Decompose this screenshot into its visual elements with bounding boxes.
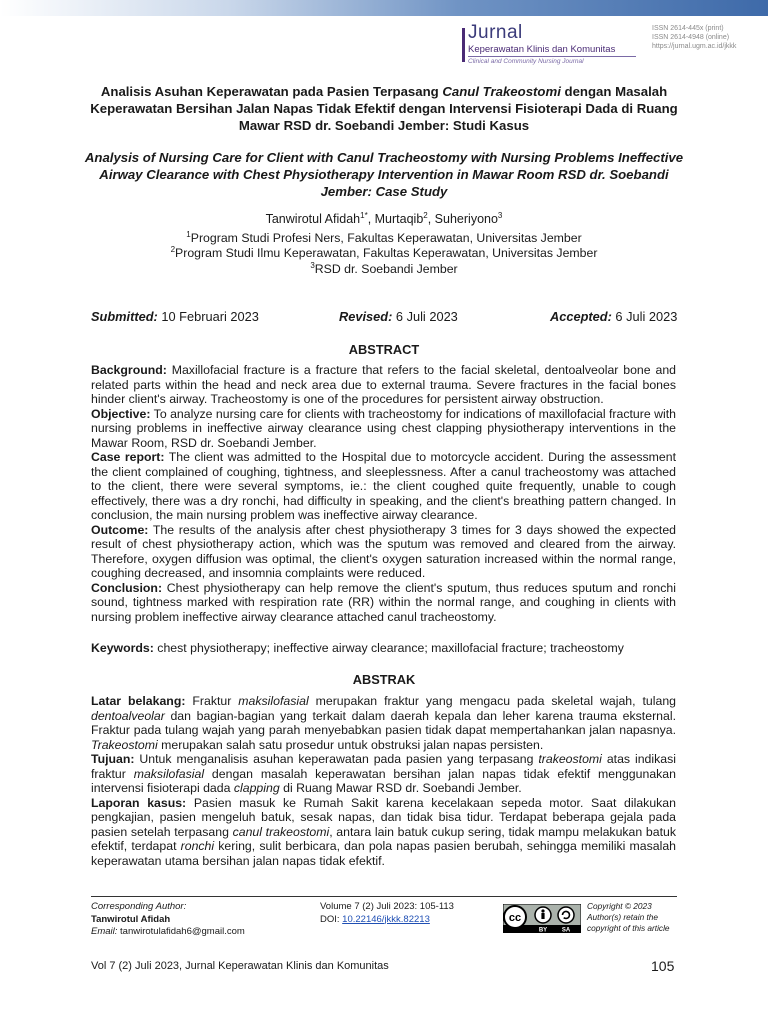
affiliation-3-text: RSD dr. Soebandi Jember — [314, 262, 458, 276]
email-label: Email: — [91, 926, 118, 937]
author-2: , Murtaqib — [367, 212, 424, 226]
doi-link[interactable]: 10.22146/jkkk.82213 — [342, 913, 430, 925]
accepted-value: 6 Juli 2023 — [611, 309, 678, 324]
affiliation-2-sup: 2 — [170, 244, 176, 254]
affiliation-1 — [80, 231, 688, 245]
date-revised — [339, 309, 458, 324]
background-label: Background: — [91, 363, 167, 377]
title-id-part1: Analisis Asuhan Keperawatan pada Pasien Terpasang — [100, 84, 443, 99]
volume-info: Volume 7 (2) Juli 2023: 105-113 — [320, 901, 454, 912]
latar-italic-2: dentoalveolar — [91, 708, 165, 723]
latar-italic-3: Trakeostomi — [91, 737, 158, 752]
abstrak-heading: ABSTRAK — [352, 672, 416, 687]
issn-block — [652, 24, 736, 51]
tujuan-italic-3: clapping — [233, 781, 280, 795]
affiliation-3 — [80, 262, 688, 276]
abstract-objective — [91, 407, 676, 451]
affiliation-3-sup: 3 — [310, 260, 315, 270]
laporan-text-3: kering, sulit berbicara, dan pola napas pasien berubah, sehingga memiliki masalah keperawatan utama bersihan jalan napas tidak efektif. — [91, 839, 676, 868]
copyright-line-3: copyright of this article — [587, 923, 670, 933]
revised-value: 6 Juli 2023 — [392, 309, 458, 324]
corresponding-author — [91, 901, 245, 939]
laporan-label: Laporan kasus: — [91, 795, 187, 810]
author-3: , Suheriyono — [427, 212, 498, 226]
header-color-band — [0, 0, 768, 16]
journal-logo — [462, 22, 638, 68]
copyright-notice — [587, 901, 687, 934]
svg-text:cc: cc — [508, 912, 522, 924]
case-label: Case report: — [91, 450, 165, 464]
abstract-background — [91, 363, 676, 407]
keywords-text: chest physiotherapy; ineffective airway clearance; maxillofacial fracture; tracheostomy — [153, 641, 624, 655]
laporan-italic-1: canul trakeostomi — [232, 824, 330, 839]
submitted-value: 10 Februari 2023 — [157, 309, 259, 324]
doi-label: DOI: — [320, 913, 343, 925]
affiliation-2-text: Program Studi Ilmu Keperawatan, Fakultas Keperawatan, Universitas Jember — [175, 246, 598, 260]
laporan-text-2: , antara lain batuk cukup sering, tidak mampu melakukan batuk efektif, terdapat — [91, 824, 676, 853]
cc-by-label: BY — [538, 927, 548, 933]
abstract-body — [91, 363, 676, 624]
latar-italic-1: maksilofasial — [238, 694, 309, 708]
author-2-sup: 2 — [423, 210, 428, 220]
abstrak-tujuan — [91, 752, 676, 796]
page-number: 105 — [651, 958, 675, 974]
author-1: Tanwirotul Afidah — [265, 212, 361, 226]
issn-print: ISSN 2614-445x (print) — [652, 25, 724, 32]
latar-text-4: merupakan salah satu prosedur untuk obstruksi jalan napas persisten. — [157, 737, 544, 752]
submitted-label: Submitted: — [91, 309, 158, 324]
tujuan-text-3: dengan masalah keperawatan bersihan jalan napas tidak efektif menggunakan intervensi fisioterapi dada — [91, 766, 676, 795]
corr-name: Tanwirotul Afidah — [91, 913, 171, 925]
abstract-outcome — [91, 523, 676, 581]
logo-journal-name: Keperawatan Klinis dan Komunitas — [468, 44, 616, 55]
outcome-text: The results of the analysis after chest physiotherapy 3 times for 3 days showed the expected result of chest physiotherapy action, which was the sputum was removed and cleared from the airway. Therefore, oxygen diffusion was optimal, the client's oxygen saturation increased within the normal range, coughing decreased, and insomnia complaints were reduced. — [91, 522, 676, 580]
tujuan-text-2: atas indikasi fraktur — [91, 752, 676, 781]
background-text: Maxillofacial fracture is a fracture that refers to the facial skeletal, dentoalveolar bone and related parts within the head and neck area due to external trauma. Severe fractures in the facial bones hinder client's airway. Tracheostomy is one of the procedures for persistent airway obstruction. — [91, 363, 676, 406]
affiliation-1-text: Program Studi Profesi Ners, Fakultas Keperawatan, Universitas Jember — [190, 231, 582, 245]
title-english: Analysis of Nursing Care for Client with Canul Tracheostomy with Nursing Problems Ineffective Airway Clearance with Chest Physiotherapy Intervention in Mawar Room RSD dr. Soebandi Jember: Case Study — [84, 150, 684, 199]
title-id-italic: Canul Trakeostomi — [442, 84, 561, 99]
title-id-part2: dengan Masalah Keperawatan Bersihan Jalan Napas Tidak Efektif dengan Intervensi Fisioterapi Dada di Ruang Mawar RSD dr. Soebandi Jember: Studi Kasus — [90, 84, 678, 133]
issn-online: ISSN 2614-4948 (online) — [652, 34, 730, 41]
page-footer-text: Vol 7 (2) Juli 2023, Jurnal Keperawatan Klinis dan Komunitas — [91, 960, 389, 972]
logo-word: Jurnal — [468, 22, 523, 43]
conclusion-label: Conclusion: — [91, 580, 163, 595]
copyright-line-2: Author(s) retain the — [587, 912, 659, 922]
abstract-case-report — [91, 450, 676, 523]
date-submitted — [91, 309, 259, 324]
abstrak-latar — [91, 694, 676, 752]
copyright-line-1: Copyright © 2023 — [587, 901, 652, 911]
abstract-heading: ABSTRACT — [348, 342, 420, 357]
tujuan-text-1: Untuk menganalisis asuhan keperawatan pada pasien yang terpasang — [134, 752, 539, 766]
laporan-italic-2: ronchi — [180, 839, 215, 853]
affiliation-1-sup: 1 — [186, 229, 191, 239]
author-list — [80, 212, 688, 226]
author-3-sup: 3 — [497, 210, 503, 220]
outcome-label: Outcome: — [91, 522, 149, 537]
latar-text-1: Fraktur — [185, 694, 239, 708]
cc-sa-label: SA — [561, 927, 571, 933]
laporan-text-1: Pasien masuk ke Rumah Sakit karena kecelakaan sepeda motor. Saat dilakukan pengkajian, pasien mengeluh batuk, sesak napas, dan tidak bisa tidur. Terdapat beberapa gejala pada pasien setelah terpasang — [91, 795, 676, 839]
objective-text: To analyze nursing care for clients with tracheostomy for indications of maxillofacial fracture with nursing problems in ineffective airway clearance using chest clapping physiotherapy interventions in the Mawar Room, RSD dr. Soebandi Jember. — [91, 406, 676, 450]
logo-bar — [462, 28, 465, 62]
author-1-sup: 1* — [360, 210, 368, 220]
revised-label: Revised: — [339, 309, 393, 324]
abstract-conclusion — [91, 581, 676, 625]
latar-text-2: merupakan fraktur yang mengacu pada skeletal wajah, tulang — [308, 694, 676, 708]
cc-by-sa-icon[interactable] — [503, 904, 581, 933]
tujuan-italic-2: maksilofasial — [133, 766, 205, 781]
case-text: The client was admitted to the Hospital due to motorcycle accident. During the assessment the client complained of coughing, tightness, and sleeplessness. After a canul tracheostomy was attached to the client, there were several symptoms, ie.: the client coughed quite frequently, unable to cough effectively, there was a dry ronchi, had difficulty in speaking, and the client's breathing pattern changed. In conclusion, the main nursing problem was ineffective airway clearance. — [91, 450, 676, 522]
accepted-label: Accepted: — [550, 309, 612, 324]
footer-divider — [91, 896, 677, 897]
tujuan-label: Tujuan: — [91, 752, 135, 766]
keywords — [91, 641, 676, 656]
latar-text-3: dan bagian-bagian yang terkait dalam daerah kepala dan leher karena trauma eksternal. Fraktur pada tulang wajah yang parah menyebabkan pasien tidak dapat mempertahankan jalan napasnya. — [91, 708, 676, 737]
date-accepted — [550, 309, 677, 324]
affiliation-2 — [80, 246, 688, 260]
abstrak-body — [91, 694, 676, 868]
logo-rule — [468, 56, 636, 57]
logo-subtitle: Clinical and Community Nursing Journal — [468, 58, 584, 65]
title-indonesian — [80, 83, 688, 134]
corr-label: Corresponding Author: — [91, 901, 187, 912]
objective-label: Objective: — [91, 406, 151, 421]
tujuan-italic-1: trakeostomi — [538, 752, 602, 766]
tujuan-text-4: di Ruang Mawar RSD dr. Soebandi Jember. — [279, 781, 522, 795]
conclusion-text: Chest physiotherapy can help remove the client's sputum, thus reduces sputum and ronchi sound, tightness marked with respiration rate (RR) within the normal range, and coughing in clients with nursing problem ineffective airway clearance attached canul tracheostomy. — [91, 580, 676, 624]
volume-doi — [320, 901, 454, 926]
latar-label: Latar belakang: — [91, 694, 186, 708]
journal-url[interactable]: https://jurnal.ugm.ac.id/jkkk — [652, 43, 737, 50]
email-address[interactable]: tanwirotulafidah6@gmail.com — [117, 926, 245, 937]
keywords-label: Keywords: — [91, 641, 154, 655]
abstrak-laporan — [91, 796, 676, 869]
